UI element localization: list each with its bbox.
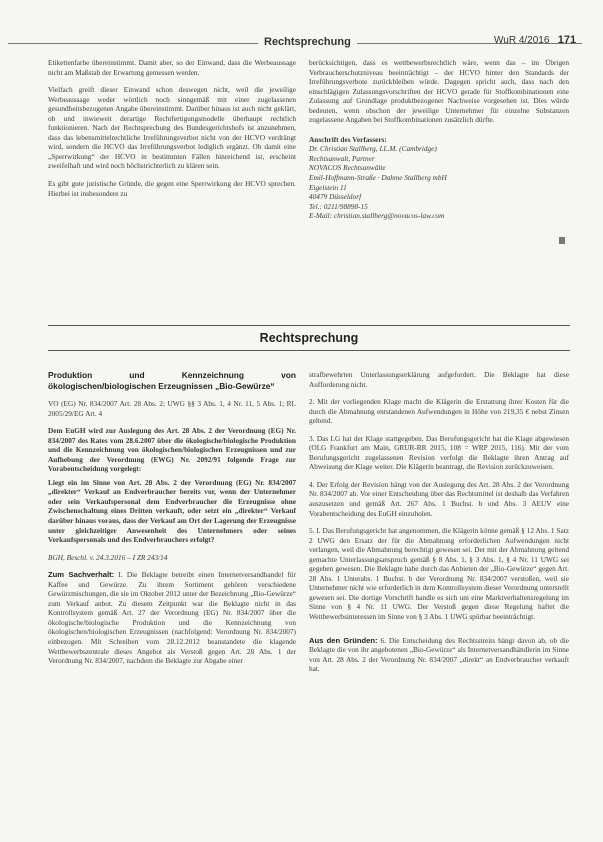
issue-label: WuR 4/2016 <box>494 35 550 46</box>
paragraph: Etikettenfarbe übereinstimmt. Damit aber, so der Einwand, dass die Werbeaussage nicht am Maßstab der Erwartung gemessen werden. <box>48 58 296 77</box>
reasons-text: 6. Die Entscheidung des Rechtsstreits hängt davon ab, ob die Beklagte die von ihr angebotenen „Bio-Gewürze“ als Internetversandhändlerin im Sinne von Art. 28 Abs. 2 der Verordnung Nr. 834/2007 „direkt“ an Endverbraucher verkauft hat. <box>309 635 570 674</box>
page-number: 171 <box>557 34 577 46</box>
facts-lead: Zum Sachverhalt: <box>48 570 115 580</box>
author-line: Rechtsanwalt, Partner <box>309 153 375 163</box>
author-line: Tel.: 0211/98898-15 <box>309 201 368 211</box>
paragraph: 2. Mit der vorliegenden Klage macht die Klägerin die Erstattung ihrer Kosten für die durch die Abmahnung entstandenen Aufwendungen in Höhe von 219,35 € nebst Zinsen geltend. <box>309 397 569 426</box>
author-email: E-Mail: christian.stallberg@novacos-law.com <box>309 211 445 221</box>
running-header-section: Rechtsprechung <box>258 36 357 48</box>
case-left-column <box>48 370 296 666</box>
case-question: Dem EuGH wird zur Auslegung des Art. 28 Abs. 2 der Verordnung (EG) Nr. 834/2007 des Rates vom 28.6.2007 über die ökologische/biologische Produktion und die Kennzeichnung von ökologischen/biologischen Erzeugnissen und zur Aufhebung der Verordnung (EWG) Nr. 2092/91 folgende Frage zur Vorabentscheidung vorgelegt: <box>48 426 296 474</box>
author-line: 40479 Düsseldorf <box>309 192 362 202</box>
case-norms: VO (EG) Nr. 834/2007 Art. 28 Abs. 2; UWG §§ 3 Abs. 1, 4 Nr. 11, 5 Abs. 1; RL 2005/29/EG Art. 4 <box>48 399 296 418</box>
running-header-issue <box>494 34 576 46</box>
author-line: Dr. Christian Stallberg, LL.M. (Cambridge) <box>309 144 437 154</box>
paragraph: 4. Der Erfolg der Revision hängt von der Auslegung des Art. 28 Abs. 2 der Verordnung Nr. 834/2007 ab. Vor einer Entscheidung über das Rechtsmittel ist deshalb das Verfahren auszusetzen und gemäß Art. 267 Abs. 1 Buchst. b und Abs. 3 AEUV eine Vorabentscheidung des EuGH einzuholen. <box>309 479 569 518</box>
case-reasons <box>309 636 569 674</box>
case-facts <box>48 570 296 665</box>
top-left-column <box>48 58 296 198</box>
case-headline: Produktion und Kennzeichnung von ökologischen/biologischen Erzeugnissen „Bio-Gewürze“ <box>48 370 296 391</box>
case-right-column <box>309 370 569 674</box>
paragraph: strafbewehrten Unterlassungserklärung aufgefordert. Die Beklagte hat diese Aufforderung nicht. <box>309 370 569 389</box>
paragraph: berücksichtigen, dass es wettbewerbsrechtlich wäre, wenn das – im Übrigen Verbraucherschutzniveau beeinträchtigt – der HCVO hinter den Standards der Irreführungsverbote zurückbleiben würde. Dagegen spricht auch, dass nach den einschlägigen Zulassungsvorschriften der HCVO gerade für Stoffkombinationen eine Zulassung auf Grundlage produktbezogener Nachweise vorgesehen ist. Dies würde bedeuten, wenn obschon der jeweilige Unternehmer für einzelne Substanzen zugelassene Angaben bei Stoffkombinationen zusätzlich dürfte. <box>309 58 569 125</box>
author-line: Emil-Hoffmann-Straße · Dahme Stallberg mbH <box>309 173 447 183</box>
end-of-article-mark <box>559 237 565 244</box>
paragraph: 3. Das LG hat der Klage stattgegeben. Das Berufungsgericht hat die Klage abgewiesen (OLG Frankfurt am Main, GRUR-RR 2015, 108 = WRP 2015, 116). Mit der vom Berufungsgericht zugelassenen Revision verfolgt die Beklagte ihren Antrag auf Abweisung der Klage weiter. Die Klägerin beantragt, die Revision zurückzuweisen. <box>309 433 569 472</box>
facts-text: I. Die Beklagte betreibt einen Internetversandhandel für Kaffee und Gewürze. Zu ihrem Sortiment gehören verschiedene Gewürzmischungen, die sie im Oktober 2012 unter der Bezeichnung „Bio-Gewürze“ zum Verkauf anbot. Zu diesem Zeitpunkt war die Beklagte nicht in das Kontrollsystem gemäß Art. 27 der Verordnung (EG) Nr. 834/2007 über die ökologische/biologische Produktion und die Kennzeichnung von ökologischen/biologischen Erzeugnissen (nachfolgend: Verordnung Nr. 834/2007) einbezogen. Mit Schreiben vom 28.12.2012 beanstandete die klagende Wettbewerbszentrale dieses Angebot als Verstoß gegen Art. 28 Abs. 1 der Verordnung Nr. 834/2007, nachdem die Beklagte zur Abgabe einer <box>48 570 297 666</box>
section-rule-top <box>48 325 570 326</box>
reasons-lead: Aus den Gründen: <box>309 635 378 645</box>
paragraph: Es gibt gute juristische Gründe, die gegen eine Sperrwirkung der HCVO sprechen. Hierbei ist insbesondere zu <box>48 179 296 198</box>
section-title: Rechtsprechung <box>259 331 359 345</box>
author-line: NOVACOS Rechtsanwälte <box>309 163 386 173</box>
paragraph: Vielfach greift dieser Einwand schon deswegen nicht, weil die jeweilige Werbeaussage weder wörtlich noch sinngemäß mit einer zugelassenen gesundheitsbezogenen Angabe übereinstimmt. Darüber hinaus ist auch nicht geklärt, ob und inwieweit derartige Rechtfertigungsmodelle überhaupt rechtlich funktionieren. Nach der Rechtsprechung des Bundesgerichtshofs ist anzunehmen, dass das lebensmittelrechtliche Irreführungsverbot nicht von der HCVO verdrängt wird, sondern die HCVO das Irreführungsverbot lediglich ergänzt. Ob damit eine „Sperrwirkung“ der HCVO in bestimmten Fällen hinreichend ist, erscheint zweifelhaft und wird noch höchstrichterlich zu klären sein. <box>48 85 296 171</box>
case-citation: BGH, Beschl. v. 24.3.2016 – I ZR 243/14 <box>48 552 168 562</box>
case-question-detail: Liegt ein im Sinne von Art. 28 Abs. 2 der Verordnung (EG) Nr. 834/2007 „direkter“ Verkauf an Endverbraucher bereits vor, wenn der Unternehmer oder sein Verkaufspersonal dem Endverbraucher die Erzeugnisse ohne Zwischenschaltung eines Dritten verkauft, oder setzt ein „direkter“ Verkauf darüber hinaus voraus, dass der Verkauf am Ort der Lagerung der Erzeugnisse unter gleichzeitiger Anwesenheit des Unternehmers oder seines Verkaufspersonals und des Endverbrauchers erfolgt? <box>48 477 296 545</box>
author-heading: Anschrift des Verfassers: <box>309 134 387 144</box>
section-rule-bottom <box>48 350 570 351</box>
author-line: Eigelstein 11 <box>309 182 347 192</box>
top-right-column <box>309 58 569 221</box>
author-block <box>309 144 569 220</box>
paragraph: 5. I. Das Berufungsgericht hat angenommen, die Klägerin könne gemäß § 12 Abs. 1 Satz 2 UWG den Ersatz der für die Abmahnung erforderlichen Aufwendungen nicht verlangen, weil die Abmahnung berechtigt gewesen sei. Der mit der Abmahnung geltend gemachte Unterlassungsanspruch gemäß § 8 Abs. 1, § 3 Abs. 1, § 4 Nr. 11 UWG sei gegeben gewesen. Die Beklagte habe durch das Anbieten der „Bio-Gewürze“ gegen Art. 28 Abs. 1 Unterabs. 1 Buchst. b der Verordnung Nr. 834/2007 verstoßen, weil sie Unternehmer nicht wie erforderlich in dem Kontrollsystem dieser Verordnung unterstellt gewesen sei. Die dortige Vorschrift handle es sich um eine Marktverhaltensregelung im Sinne von § 4 Nr. 11 UWG. Der Verstoß gegen diese Regelung haftet die Wettbewerbsinteressen im Sinne von § 3 Abs. 1 UWG spürbar beeinträchtigt. <box>309 526 569 622</box>
